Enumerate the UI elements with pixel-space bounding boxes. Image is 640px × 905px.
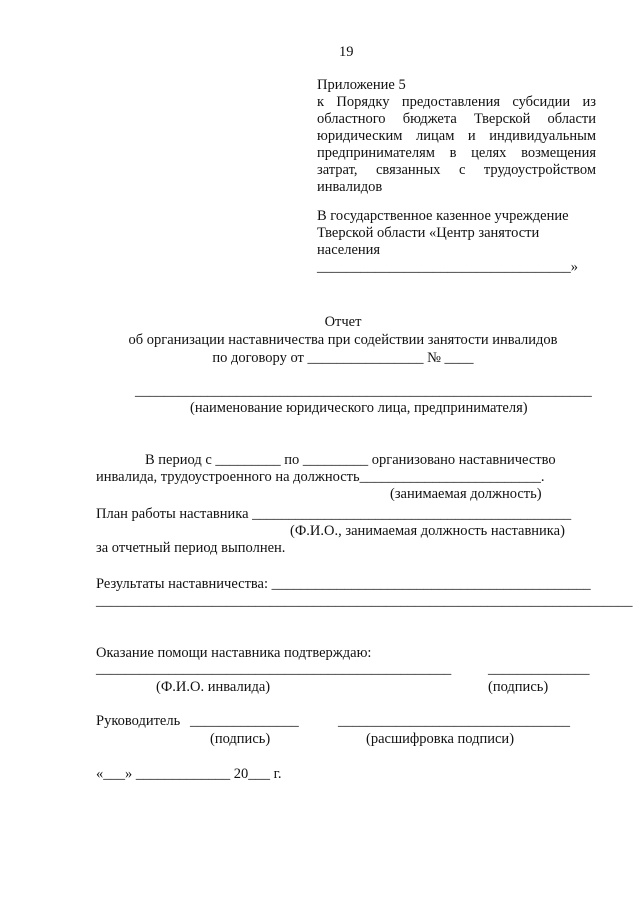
employed-line: инвалида, трудоустроенного на должность_________________________. bbox=[96, 469, 545, 485]
position-caption: (занимаемая должность) bbox=[390, 486, 542, 502]
confirmation-text: Оказание помощи наставника подтверждаю: bbox=[96, 645, 372, 661]
appendix-text bbox=[317, 94, 596, 196]
mentor-caption: (Ф.И.О., занимаемая должность наставника) bbox=[290, 523, 565, 539]
appendix-line: юридическим лицам и индивидуальным bbox=[317, 128, 596, 144]
appendix-line: областного бюджета Тверской области bbox=[317, 111, 596, 127]
org-name-caption: (наименование юридического лица, предпринимателя) bbox=[190, 400, 528, 416]
head-label: Руководитель bbox=[96, 713, 181, 729]
results-line: Результаты наставничества: ____________________________________________ bbox=[96, 576, 591, 592]
plan-line: План работы наставника ____________________________________________ bbox=[96, 506, 572, 522]
appendix-line: предпринимателям в целях возмещения bbox=[317, 145, 596, 161]
addressee bbox=[317, 208, 578, 276]
addressee-line: Тверской области «Центр занятости bbox=[317, 225, 540, 241]
addressee-line: ___________________________________» bbox=[317, 259, 578, 275]
invalid-signature-caption: (подпись) bbox=[488, 679, 549, 695]
invalid-signature-line: ______________ bbox=[488, 661, 590, 677]
appendix-line: к Порядку предоставления субсидии из bbox=[317, 94, 596, 110]
head-decode-caption: (расшифровка подписи) bbox=[366, 731, 515, 747]
invalid-name-line: _________________________________________________ bbox=[96, 661, 452, 677]
report-subtitle: об организации наставничества при содействии занятости инвалидов bbox=[128, 332, 558, 348]
appendix-title: Приложение 5 bbox=[317, 77, 406, 93]
appendix-line: инвалидов bbox=[317, 179, 383, 195]
page-number: 19 bbox=[339, 44, 354, 60]
org-name-line: _______________________________________________________________ bbox=[135, 383, 592, 399]
date-line: «___» _____________ 20___ г. bbox=[96, 766, 282, 782]
report-title: Отчет bbox=[324, 314, 362, 330]
appendix-line: затрат, связанных с трудоустройством bbox=[317, 162, 596, 178]
head-decode-line: ________________________________ bbox=[338, 713, 570, 729]
addressee-line: В государственное казенное учреждение bbox=[317, 208, 569, 224]
period-line: В период с _________ по _________ организовано наставничество bbox=[145, 452, 556, 468]
results-line-2: __________________________________________________________________________ bbox=[96, 593, 633, 609]
addressee-line: населения bbox=[317, 242, 381, 258]
head-sign-line: _______________ bbox=[190, 713, 299, 729]
head-sign-caption: (подпись) bbox=[210, 731, 271, 747]
invalid-name-caption: (Ф.И.О. инвалида) bbox=[156, 679, 271, 695]
contract-line: по договору от ________________ № ____ bbox=[212, 350, 474, 366]
plan-done: за отчетный период выполнен. bbox=[96, 540, 286, 556]
